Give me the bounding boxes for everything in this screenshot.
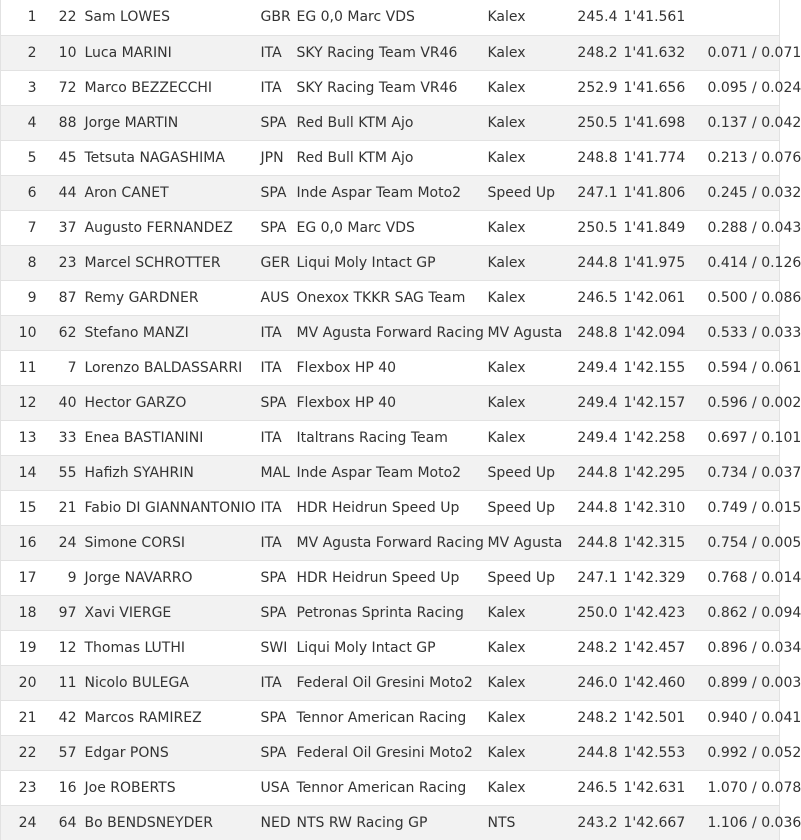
rider-number-cell: 37 — [49, 210, 85, 245]
rider-name-cell: Thomas LUTHI — [85, 630, 249, 665]
team-cell: Federal Oil Gresini Moto2 — [297, 665, 488, 700]
team-cell: Red Bull KTM Ajo — [297, 140, 488, 175]
lap-time-cell: 1'42.295 — [624, 455, 704, 490]
position-cell: 2 — [1, 35, 49, 70]
gap-cell: 0.095 / 0.024 — [704, 70, 780, 105]
gap-cell: 0.213 / 0.076 — [704, 140, 780, 175]
team-cell: Tennor American Racing — [297, 770, 488, 805]
bike-cell: MV Agusta — [488, 525, 576, 560]
bike-cell: Kalex — [488, 70, 576, 105]
rider-name-cell: Marcel SCHROTTER — [85, 245, 249, 280]
bike-cell: Speed Up — [488, 455, 576, 490]
rider-name-cell: Nicolo BULEGA — [85, 665, 249, 700]
rider-number-cell: 10 — [49, 35, 85, 70]
rider-number-cell: 45 — [49, 140, 85, 175]
nation-cell: USA — [249, 770, 297, 805]
rider-number-cell: 12 — [49, 630, 85, 665]
lap-time-cell: 1'42.094 — [624, 315, 704, 350]
gap-cell: 0.899 / 0.003 — [704, 665, 780, 700]
lap-time-cell: 1'42.310 — [624, 490, 704, 525]
top-speed-cell: 248.2 — [576, 630, 624, 665]
position-cell: 6 — [1, 175, 49, 210]
lap-time-cell: 1'41.632 — [624, 35, 704, 70]
rider-number-cell: 40 — [49, 385, 85, 420]
rider-name-cell: Marcos RAMIREZ — [85, 700, 249, 735]
gap-cell: 0.896 / 0.034 — [704, 630, 780, 665]
team-cell: SKY Racing Team VR46 — [297, 35, 488, 70]
nation-cell: NED — [249, 805, 297, 840]
table-row — [1, 0, 780, 35]
top-speed-cell: 248.8 — [576, 315, 624, 350]
table-row — [1, 70, 780, 105]
table-row — [1, 245, 780, 280]
top-speed-cell: 244.8 — [576, 455, 624, 490]
lap-time-cell: 1'41.774 — [624, 140, 704, 175]
gap-cell: 0.596 / 0.002 — [704, 385, 780, 420]
rider-number-cell: 64 — [49, 805, 85, 840]
lap-time-cell: 1'42.315 — [624, 525, 704, 560]
gap-cell: 0.862 / 0.094 — [704, 595, 780, 630]
rider-name-cell: Jorge MARTIN — [85, 105, 249, 140]
table-row — [1, 595, 780, 630]
table-row — [1, 420, 780, 455]
lap-time-cell: 1'41.849 — [624, 210, 704, 245]
bike-cell: Kalex — [488, 385, 576, 420]
top-speed-cell: 245.4 — [577, 9, 618, 26]
lap-time-cell: 1'42.423 — [624, 595, 704, 630]
team-cell: Flexbox HP 40 — [297, 350, 488, 385]
gap-cell: 0.533 / 0.033 — [704, 315, 780, 350]
team-cell: Tennor American Racing — [297, 700, 488, 735]
rider-name-cell: Marco BEZZECCHI — [85, 70, 249, 105]
rider-number-cell: 11 — [49, 665, 85, 700]
lap-time-cell: 1'42.667 — [624, 805, 704, 840]
position-cell: 5 — [1, 140, 49, 175]
gap-cell: 0.754 / 0.005 — [704, 525, 780, 560]
bike-cell: Kalex — [488, 700, 576, 735]
top-speed-cell: 249.4 — [576, 350, 624, 385]
lap-time-cell: 1'41.561 — [623, 9, 686, 26]
table-row — [1, 560, 780, 595]
top-speed-cell: 252.9 — [576, 70, 624, 105]
top-speed-cell: 250.0 — [576, 595, 624, 630]
position-cell: 16 — [1, 525, 49, 560]
position-cell: 4 — [1, 105, 49, 140]
position-cell: 12 — [1, 385, 49, 420]
rider-name-cell: Lorenzo BALDASSARRI — [85, 350, 249, 385]
lap-time-cell: 1'42.329 — [624, 560, 704, 595]
rider-name-cell: Enea BASTIANINI — [85, 420, 249, 455]
table-row — [1, 770, 780, 805]
team-cell: HDR Heidrun Speed Up — [297, 560, 488, 595]
lap-time-cell: 1'41.806 — [624, 175, 704, 210]
team-cell: HDR Heidrun Speed Up — [297, 490, 488, 525]
table-row — [1, 105, 780, 140]
position-cell: 24 — [1, 805, 49, 840]
team-cell: MV Agusta Forward Racing — [297, 525, 488, 560]
team-cell: Inde Aspar Team Moto2 — [297, 455, 488, 490]
rider-number-cell: 7 — [49, 350, 85, 385]
nation-cell: SPA — [249, 105, 297, 140]
gap-cell: 0.594 / 0.061 — [704, 350, 780, 385]
nation-cell: MAL — [249, 455, 297, 490]
position-cell: 1 — [1, 0, 49, 35]
rider-number-cell: 24 — [49, 525, 85, 560]
top-speed-cell: 250.5 — [576, 210, 624, 245]
table-row — [1, 455, 780, 490]
team-cell: Liqui Moly Intact GP — [297, 630, 488, 665]
top-speed-cell: 247.1 — [576, 560, 624, 595]
gap-cell: 0.749 / 0.015 — [704, 490, 780, 525]
table-row — [1, 665, 780, 700]
table-row — [1, 525, 780, 560]
team-cell: Federal Oil Gresini Moto2 — [297, 735, 488, 770]
bike-cell: Kalex — [488, 350, 576, 385]
rider-name-cell: Hafizh SYAHRIN — [85, 455, 249, 490]
lap-time-cell: 1'42.631 — [624, 770, 704, 805]
team-cell: Petronas Sprinta Racing — [297, 595, 488, 630]
rider-name-cell: Tetsuta NAGASHIMA — [85, 140, 249, 175]
team-cell: Italtrans Racing Team — [297, 420, 488, 455]
rider-name-cell: Edgar PONS — [85, 735, 249, 770]
lap-time-cell: 1'42.155 — [624, 350, 704, 385]
rider-number-cell: 22 — [58, 9, 77, 26]
table-row — [1, 385, 780, 420]
rider-number-cell: 44 — [49, 175, 85, 210]
top-speed-cell: 249.4 — [576, 420, 624, 455]
top-speed-cell: 246.5 — [576, 770, 624, 805]
bike-cell: Kalex — [488, 210, 576, 245]
top-speed-cell: 246.0 — [576, 665, 624, 700]
team-cell: Onexox TKKR SAG Team — [297, 280, 488, 315]
position-cell: 22 — [1, 735, 49, 770]
nation-cell: JPN — [249, 140, 297, 175]
rider-number-cell: 87 — [49, 280, 85, 315]
gap-cell: 0.940 / 0.041 — [704, 700, 780, 735]
nation-cell: ITA — [249, 420, 297, 455]
bike-cell: Kalex — [488, 665, 576, 700]
nation-cell: ITA — [249, 350, 297, 385]
top-speed-cell: 244.8 — [576, 490, 624, 525]
top-speed-cell: 248.2 — [576, 35, 624, 70]
top-speed-cell: 244.8 — [576, 245, 624, 280]
lap-time-cell: 1'42.258 — [624, 420, 704, 455]
rider-number-cell: 97 — [49, 595, 85, 630]
position-cell: 10 — [1, 315, 49, 350]
bike-cell: Kalex — [488, 35, 576, 70]
bike-cell: Kalex — [488, 735, 576, 770]
position-cell: 8 — [1, 245, 49, 280]
rider-name-cell: Xavi VIERGE — [85, 595, 249, 630]
position-cell: 13 — [1, 420, 49, 455]
rider-number-cell: 88 — [49, 105, 85, 140]
bike-cell: Kalex — [487, 9, 526, 26]
nation-cell: SPA — [249, 210, 297, 245]
team-cell: EG 0,0 Marc VDS — [297, 210, 488, 245]
bike-cell: Kalex — [488, 140, 576, 175]
gap-cell: 0.245 / 0.032 — [704, 175, 780, 210]
gap-cell: 0.768 / 0.014 — [704, 560, 780, 595]
top-speed-cell: 250.5 — [576, 105, 624, 140]
gap-cell: 0.992 / 0.052 — [704, 735, 780, 770]
bike-cell: Speed Up — [488, 175, 576, 210]
position-cell: 15 — [1, 490, 49, 525]
bike-cell: Speed Up — [488, 490, 576, 525]
position-cell: 21 — [1, 700, 49, 735]
bike-cell: Kalex — [488, 105, 576, 140]
gap-cell: 0.697 / 0.101 — [704, 420, 780, 455]
position-cell: 23 — [1, 770, 49, 805]
position-cell: 20 — [1, 665, 49, 700]
gap-cell: 0.414 / 0.126 — [704, 245, 780, 280]
nation-cell: GBR — [260, 9, 291, 26]
rider-name-cell: Fabio DI GIANNANTONIO — [85, 490, 249, 525]
table-row — [1, 280, 780, 315]
bike-cell: NTS — [488, 805, 576, 840]
top-speed-cell: 247.1 — [576, 175, 624, 210]
position-cell: 19 — [1, 630, 49, 665]
rider-number-cell: 42 — [49, 700, 85, 735]
table-row — [1, 805, 780, 840]
rider-name-cell: Sam LOWES — [84, 9, 170, 26]
lap-time-cell: 1'41.698 — [624, 105, 704, 140]
rider-number-cell: 33 — [49, 420, 85, 455]
table-row — [1, 700, 780, 735]
gap-cell: 1.070 / 0.078 — [704, 770, 780, 805]
nation-cell: ITA — [249, 70, 297, 105]
nation-cell: ITA — [249, 525, 297, 560]
rider-name-cell: Hector GARZO — [85, 385, 249, 420]
rider-name-cell: Luca MARINI — [85, 35, 249, 70]
top-speed-cell: 248.2 — [576, 700, 624, 735]
position-cell: 11 — [1, 350, 49, 385]
nation-cell: ITA — [249, 665, 297, 700]
nation-cell: SPA — [249, 735, 297, 770]
rider-number-cell: 16 — [49, 770, 85, 805]
gap-cell: 0.500 / 0.086 — [704, 280, 780, 315]
team-cell: SKY Racing Team VR46 — [297, 70, 488, 105]
position-cell: 14 — [1, 455, 49, 490]
table-row — [1, 350, 780, 385]
team-cell: Liqui Moly Intact GP — [297, 245, 488, 280]
lap-time-cell: 1'41.656 — [624, 70, 704, 105]
table-row — [1, 35, 780, 70]
table-row — [1, 490, 780, 525]
rider-name-cell: Joe ROBERTS — [85, 770, 249, 805]
rider-name-cell: Remy GARDNER — [85, 280, 249, 315]
results-body — [1, 0, 801, 840]
team-cell: EG 0,0 Marc VDS — [296, 9, 415, 26]
rider-name-cell: Simone CORSI — [85, 525, 249, 560]
table-row — [1, 175, 780, 210]
nation-cell: SPA — [249, 700, 297, 735]
gap-cell: 0.288 / 0.043 — [704, 210, 780, 245]
bike-cell: Kalex — [488, 770, 576, 805]
nation-cell: AUS — [249, 280, 297, 315]
top-speed-cell: 246.5 — [576, 280, 624, 315]
table-row — [1, 315, 780, 350]
lap-time-cell: 1'42.457 — [624, 630, 704, 665]
rider-name-cell: Jorge NAVARRO — [85, 560, 249, 595]
nation-cell: SPA — [249, 175, 297, 210]
rider-number-cell: 62 — [49, 315, 85, 350]
rider-number-cell: 9 — [49, 560, 85, 595]
nation-cell: SPA — [249, 595, 297, 630]
top-speed-cell: 244.8 — [576, 525, 624, 560]
top-speed-cell: 244.8 — [576, 735, 624, 770]
position-cell: 17 — [1, 560, 49, 595]
bike-cell: MV Agusta — [488, 315, 576, 350]
lap-time-cell: 1'42.553 — [624, 735, 704, 770]
bike-cell: Kalex — [488, 245, 576, 280]
gap-cell: 0.071 / 0.071 — [704, 35, 780, 70]
position-cell: 3 — [1, 70, 49, 105]
nation-cell: GER — [249, 245, 297, 280]
position-cell: 18 — [1, 595, 49, 630]
nation-cell: SWI — [249, 630, 297, 665]
team-cell: MV Agusta Forward Racing — [297, 315, 488, 350]
rider-number-cell: 23 — [49, 245, 85, 280]
gap-cell: 1.106 / 0.036 — [704, 805, 780, 840]
position-cell: 7 — [1, 210, 49, 245]
rider-number-cell: 21 — [49, 490, 85, 525]
rider-name-cell: Aron CANET — [85, 175, 249, 210]
bike-cell: Kalex — [488, 280, 576, 315]
team-cell: NTS RW Racing GP — [297, 805, 488, 840]
table-row — [1, 210, 780, 245]
lap-time-cell: 1'41.975 — [624, 245, 704, 280]
gap-cell: 0.734 / 0.037 — [704, 455, 780, 490]
position-cell: 9 — [1, 280, 49, 315]
rider-number-cell: 57 — [49, 735, 85, 770]
team-cell: Red Bull KTM Ajo — [297, 105, 488, 140]
team-cell: Flexbox HP 40 — [297, 385, 488, 420]
bike-cell: Kalex — [488, 420, 576, 455]
lap-time-cell: 1'42.157 — [624, 385, 704, 420]
lap-time-cell: 1'42.460 — [624, 665, 704, 700]
table-row — [1, 140, 780, 175]
rider-name-cell: Bo BENDSNEYDER — [85, 805, 249, 840]
rider-number-cell: 72 — [49, 70, 85, 105]
table-row — [1, 630, 780, 665]
rider-number-cell: 55 — [49, 455, 85, 490]
bike-cell: Kalex — [488, 630, 576, 665]
nation-cell: SPA — [249, 560, 297, 595]
nation-cell: ITA — [249, 315, 297, 350]
nation-cell: ITA — [249, 35, 297, 70]
lap-time-cell: 1'42.501 — [624, 700, 704, 735]
bike-cell: Kalex — [488, 595, 576, 630]
nation-cell: ITA — [249, 490, 297, 525]
bike-cell: Speed Up — [488, 560, 576, 595]
gap-cell — [704, 0, 780, 35]
team-cell: Inde Aspar Team Moto2 — [297, 175, 488, 210]
lap-time-cell: 1'42.061 — [624, 280, 704, 315]
table-row — [1, 735, 780, 770]
nation-cell: SPA — [249, 385, 297, 420]
rider-name-cell: Stefano MANZI — [85, 315, 249, 350]
gap-cell: 0.137 / 0.042 — [704, 105, 780, 140]
top-speed-cell: 248.8 — [576, 140, 624, 175]
rider-name-cell: Augusto FERNANDEZ — [85, 210, 249, 245]
top-speed-cell: 249.4 — [576, 385, 624, 420]
top-speed-cell: 243.2 — [576, 805, 624, 840]
